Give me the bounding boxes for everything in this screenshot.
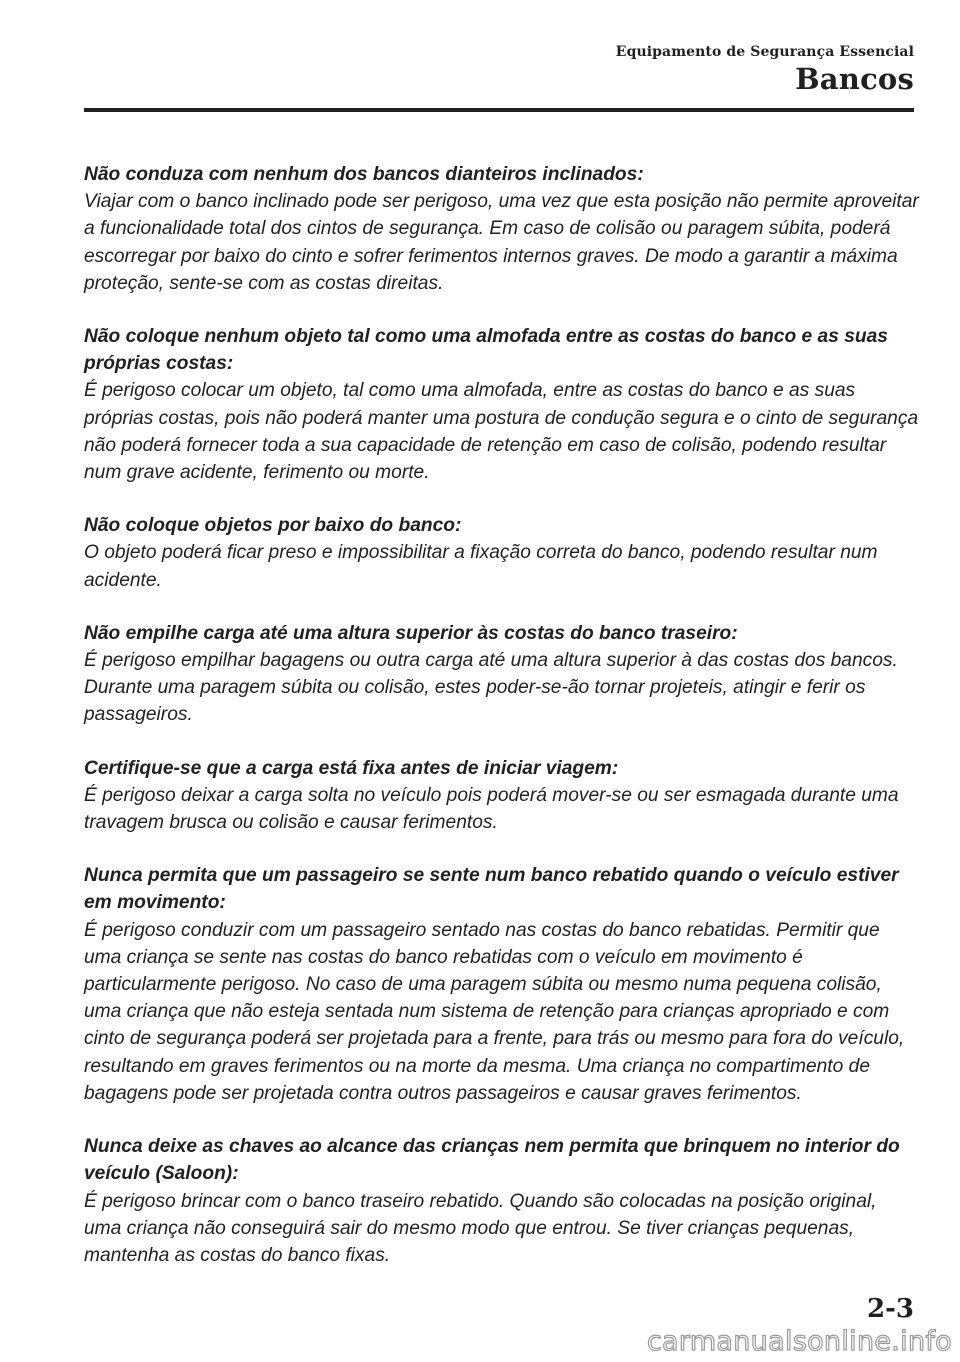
warning-section: [84, 512, 919, 594]
warning-body: É perigoso colocar um objeto, tal como uma almofada, entre as costas do banco e as suas próprias costas, pois não poderá manter uma postura de condução segura e o cinto de segurança não poderá fornecer toda a sua capacidade de retenção em caso de colisão, podendo resultar num grave acidente, ferimento ou morte.: [84, 380, 919, 484]
warning-body: Viajar com o banco inclinado pode ser perigoso, uma vez que esta posição não permite aproveitar a funcionalidade total dos cintos de segurança. Em caso de colisão ou paragem súbita, poderá escorregar por baixo do cinto e sofrer ferimentos internos graves. De modo a garantir a máxima proteção, sente-se com as costas direitas.: [84, 191, 919, 294]
warning-content: [84, 161, 919, 1295]
warning-heading: Nunca permita que um passageiro se sente num banco rebatido quando o veículo estiver em movimento:: [84, 865, 899, 914]
warning-section: [84, 862, 919, 1107]
warning-section: [84, 323, 919, 486]
warning-heading: Não coloque nenhum objeto tal como uma almofada entre as costas do banco e as suas próprias costas:: [84, 326, 888, 375]
warning-body: É perigoso deixar a carga solta no veículo pois poderá mover-se ou ser esmagada durante uma travagem brusca ou colisão e causar ferimentos.: [84, 784, 899, 834]
warning-body: É perigoso brincar com o banco traseiro rebatido. Quando são colocadas na posição original, uma criança não conseguirá sair do mesmo modo que entrou. Se tiver crianças pequenas, mantenha as costas do banco fixas.: [84, 1190, 877, 1266]
site-watermark: carmanualsonline.info: [646, 1326, 952, 1357]
warning-heading: Não empilhe carga até uma altura superior às costas do banco traseiro:: [84, 622, 738, 644]
warning-body: É perigoso conduzir com um passageiro sentado nas costas do banco rebatidas. Permitir que uma criança se sente nas costas do banco rebatidas com o veículo em movimento é particularmente perigoso. No caso de uma paragem súbita ou mesmo numa pequena colisão, uma criança que não esteja sentada num sistema de retenção para crianças apropriado e com cinto de segurança poderá ser projetada para a frente, para trás ou mesmo para fora do veículo, resultando em graves ferimentos ou na morte da mesma. Uma criança no compartimento de bagagens pode ser projetada contra outros passageiros e causar graves ferimentos.: [84, 919, 905, 1104]
section-title: Bancos: [795, 62, 914, 96]
warning-section: [84, 1133, 919, 1269]
warning-section: [84, 161, 919, 297]
page-number: 2-3: [867, 1294, 914, 1324]
warning-heading: Não conduza com nenhum dos bancos dianteiros inclinados:: [84, 164, 644, 185]
warning-body: O objeto poderá ficar preso e impossibilitar a fixação correta do banco, podendo resultar num acidente.: [84, 542, 878, 591]
warning-body: É perigoso empilhar bagagens ou outra carga até uma altura superior à das costas dos bancos. Durante uma paragem súbita ou colisão, estes poder-se-ão tornar projeteis, atingir e ferir os passageiros.: [84, 650, 898, 726]
warning-heading: Certifique-se que a carga está fixa antes de iniciar viagem:: [84, 757, 619, 779]
warning-section: [84, 620, 919, 729]
chapter-title: Equipamento de Segurança Essencial: [615, 44, 914, 60]
warning-section: [84, 755, 919, 837]
warning-heading: Nunca deixe as chaves ao alcance das crianças nem permita que brinquem no interior do veículo (Saloon):: [84, 1136, 900, 1185]
header-divider: [84, 108, 914, 112]
warning-heading: Não coloque objetos por baixo do banco:: [84, 515, 462, 537]
